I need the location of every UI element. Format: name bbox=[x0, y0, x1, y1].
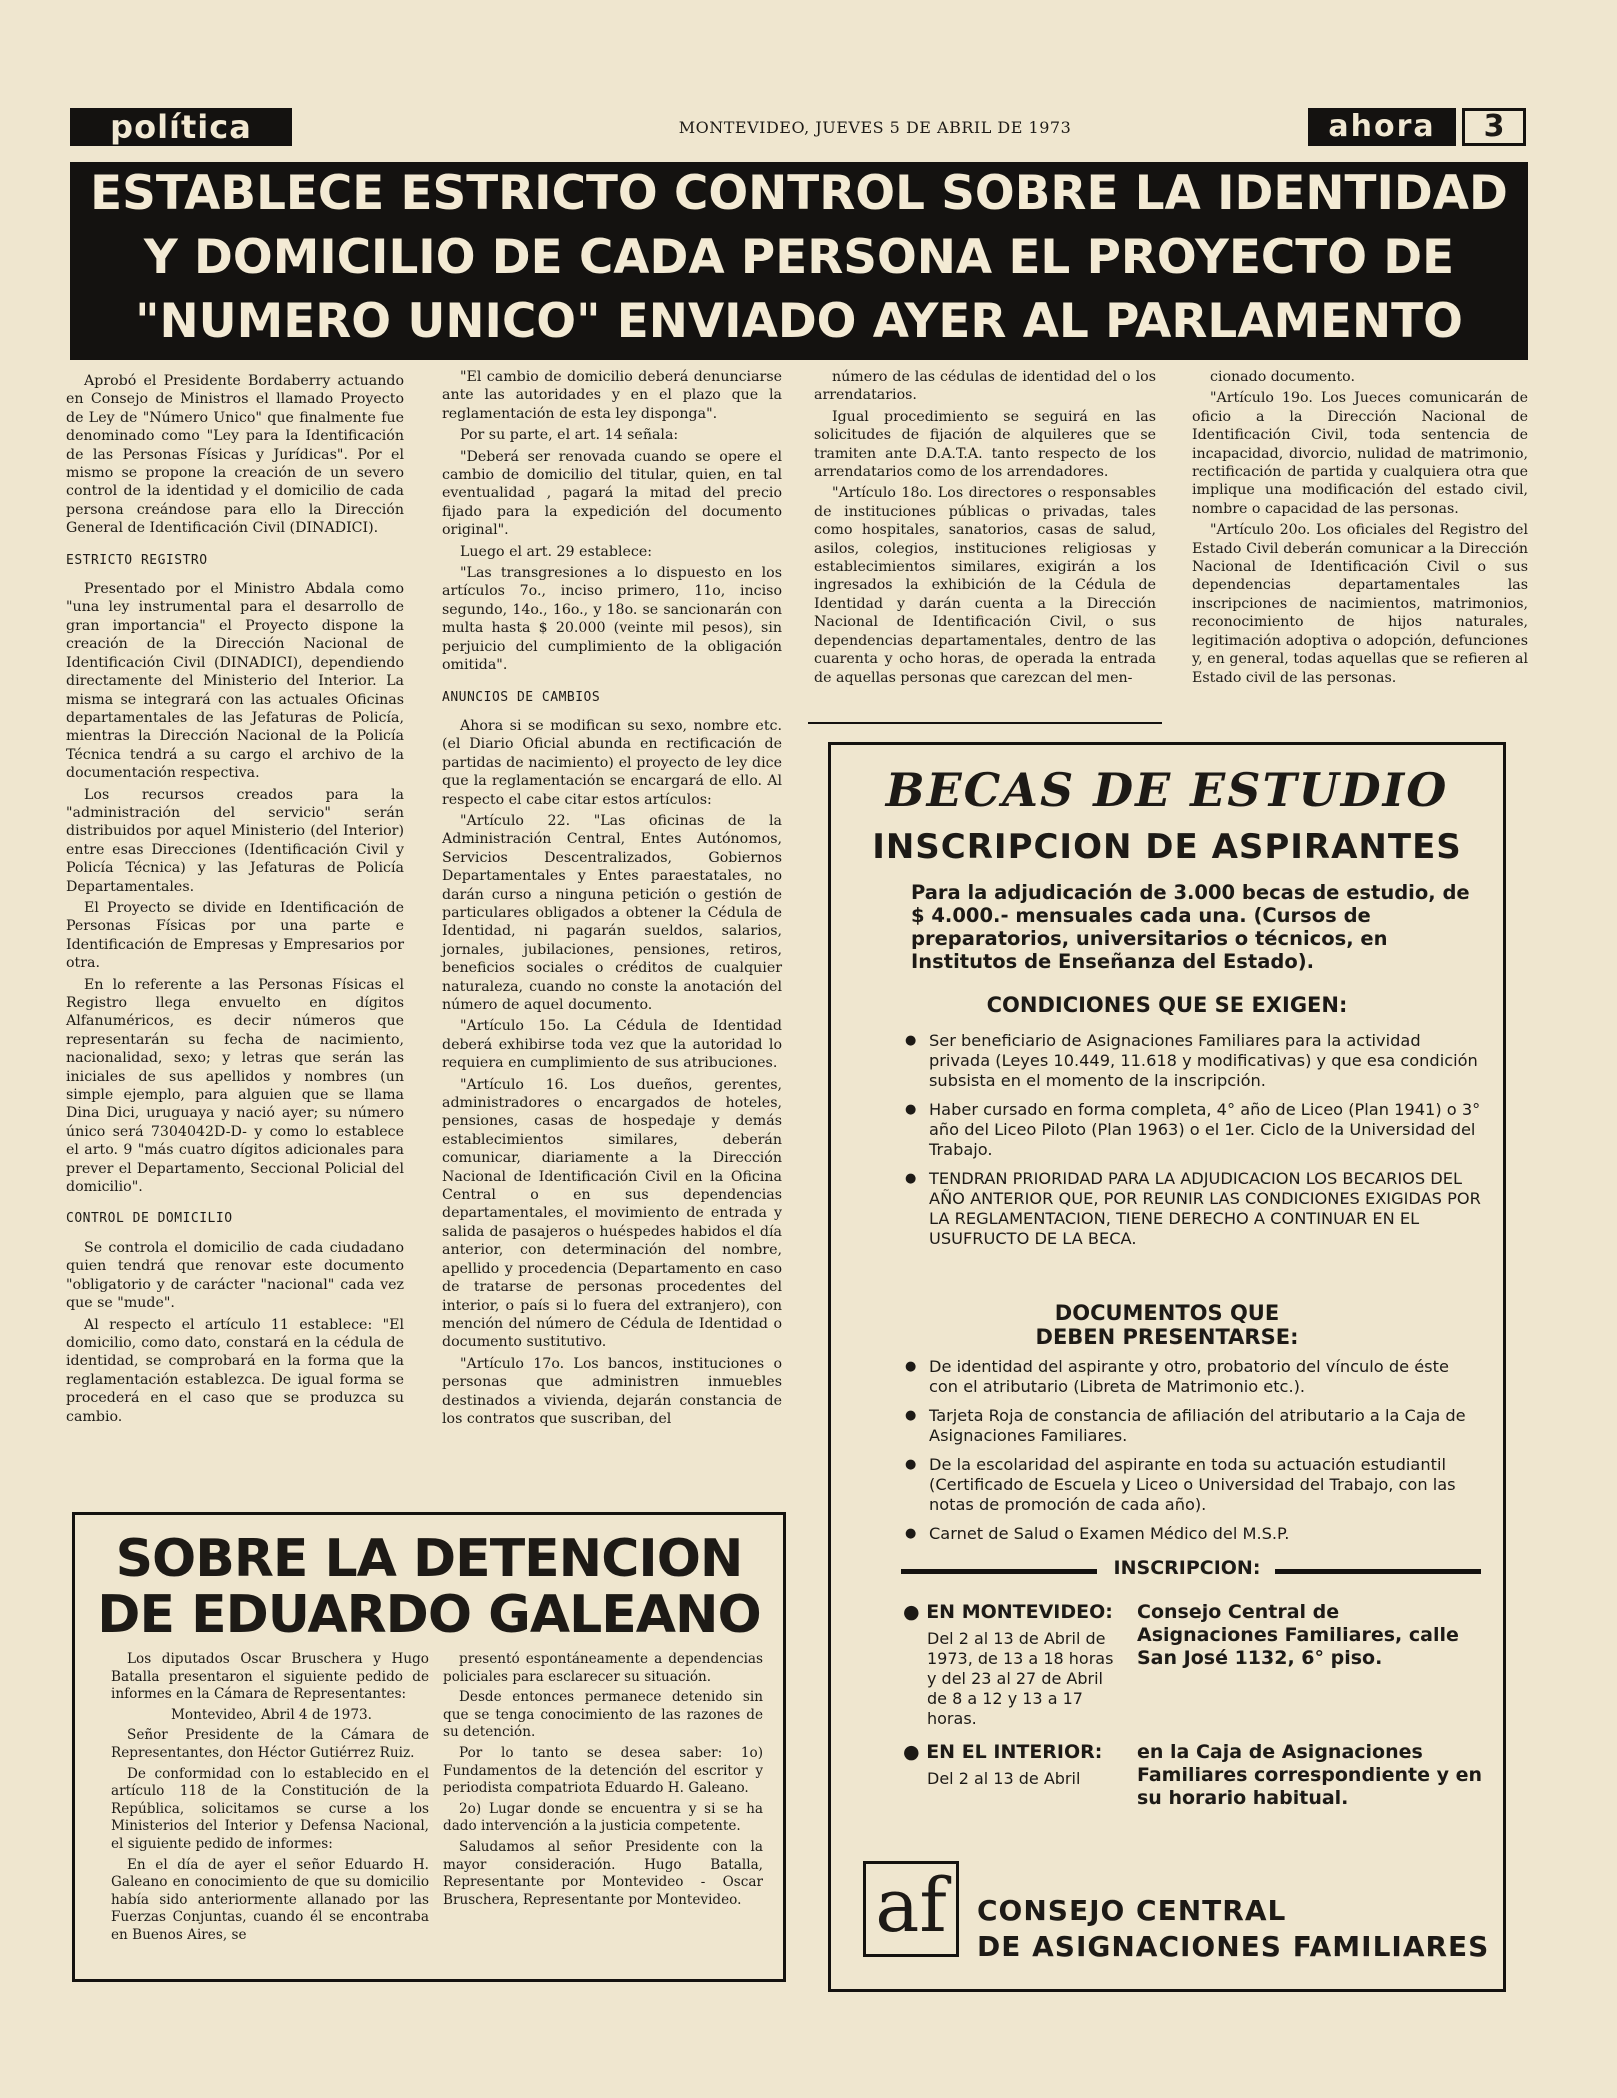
paragraph: Luego el art. 29 establece: bbox=[460, 543, 653, 560]
newspaper-logo: ahora bbox=[1308, 108, 1456, 146]
dateline: MONTEVIDEO, JUEVES 5 DE ABRIL DE 1973 bbox=[678, 118, 1072, 137]
list-item: ● De la escolaridad del aspirante en toda su actuación estudiantil (Certificado de Escuela y Liceo o Universidad del Trabajo, con las notas de promoción de cada año). bbox=[903, 1455, 1483, 1515]
organization-line-2: DE ASIGNACIONES FAMILIARES bbox=[977, 1930, 1490, 1963]
paragraph: Los recursos creados para la "administración del servicio" serán distribuidos por aquel Ministerio (del Interior) entre esas Direcciones (Identificación Civil y Policía Técnica) y las Jefaturas de Policía Departamentales. bbox=[66, 786, 404, 895]
paragraph: Aprobó el Presidente Bordaberry actuando en Consejo de Ministros el llamado Proyecto de Ley de "Número Unico" que finalmente fue denominado como "Ley para la Identificación de las Personas Físicas y Jurídicas". Por el mismo se propone la creación de un severo control de la identidad y el domicilio de cada persona creándose para ello la Dirección General de Identificación Civil (DINADICI). bbox=[66, 373, 404, 537]
paragraph: "El cambio de domicilio deberá denunciarse ante las autoridades y en el plazo que la reglamentación de esta ley disponga". bbox=[442, 369, 782, 422]
headline-line-3: "NUMERO UNICO" ENVIADO AYER AL PARLAMENTO bbox=[135, 295, 1463, 349]
interior-dates: Del 2 al 13 de Abril bbox=[927, 1769, 1081, 1788]
column-rule bbox=[808, 722, 1162, 724]
list-item: ● Ser beneficiario de Asignaciones Familiares para la actividad privada (Leyes 10.449, 11.618 y modificativas) y que esa condición subsista en el momento de la inscripción. bbox=[903, 1031, 1483, 1091]
list-item: ● TENDRAN PRIORIDAD PARA LA ADJUDICACION LOS BECARIOS DEL AÑO ANTERIOR QUE, POR REUNIR LAS CONDICIONES EXIGIDAS POR LA REGLAMENTACION, TIENE DERECHO A CONTINUAR EN EL USUFRUCTO DE LA BECA. bbox=[903, 1169, 1483, 1249]
interior-label: ● EN EL INTERIOR: bbox=[903, 1741, 1103, 1763]
paragraph: Los diputados Oscar Bruschera y Hugo Batalla presentaron el siguiente pedido de informes en la Cámara de Representantes: bbox=[111, 1651, 429, 1703]
montevideo-label: ● EN MONTEVIDEO: bbox=[903, 1601, 1113, 1623]
paragraph: Montevideo, Abril 4 de 1973. bbox=[171, 1706, 372, 1723]
paragraph: Por lo tanto se desea saber: 1o) Fundamentos de la detención del escritor y periodista compatriota Eduardo H. Galeano. bbox=[443, 1744, 763, 1797]
galeano-box bbox=[72, 1512, 786, 1982]
galeano-title-line-2: DE EDUARDO GALEANO bbox=[97, 1585, 761, 1645]
paragraph: presentó espontáneamente a dependencias policiales para esclarecer su situación. bbox=[443, 1651, 763, 1685]
article-column-4 bbox=[1192, 368, 1528, 690]
paragraph: número de las cédulas de identidad del o los arrendatarios. bbox=[814, 369, 1156, 404]
section-label: política bbox=[70, 108, 292, 146]
subheading: ANUNCIOS DE CAMBIOS bbox=[442, 689, 601, 705]
documents-list bbox=[903, 1357, 1483, 1553]
page-number: 3 bbox=[1462, 108, 1526, 146]
af-logo: af bbox=[863, 1861, 959, 1957]
montevideo-dates: Del 2 al 13 de Abril de 1973, de 13 a 18 horas y del 23 al 27 de Abril de 8 a 12 y 13 a 17 horas. bbox=[927, 1629, 1114, 1728]
paragraph: Por su parte, el art. 14 señala: bbox=[460, 427, 679, 444]
paragraph: "Artículo 22. "Las oficinas de la Administración Central, Entes Autónomos, Servicios Descentralizados, Gobiernos Departamentales y Entes paraestatales, no darán curso a ninguna petición o gestión de particulares obligados a obtener la Cédula de Identidad, ni pagarán sueldos, salarios, jornales, jubilaciones, pensiones, retiros, beneficios sociales o créditos de cualquier naturaleza, cuando no conste la anotación del número de aquel documento. bbox=[442, 812, 782, 1013]
paragraph: De conformidad con lo establecido en el artículo 118 de la Constitución de la República, solicitamos se curse a los Ministerios del Interior y Defensa Nacional, el siguiente pedido de informes: bbox=[111, 1765, 429, 1852]
paragraph: En el día de ayer el señor Eduardo H. Galeano en conocimiento de que su domicilio había sido anteriormente allanado por las Fuerzas Conjuntas, cuando él se encontraba en Buenos Aires, se bbox=[111, 1856, 429, 1943]
list-item: ● Carnet de Salud o Examen Médico del M.S.P. bbox=[903, 1524, 1483, 1544]
subheading: ESTRICTO REGISTRO bbox=[66, 552, 208, 568]
becas-subtitle: INSCRIPCION DE ASPIRANTES bbox=[872, 827, 1462, 867]
paragraph: Desde entonces permanece detenido sin que se tenga conocimiento de las razones de su detención. bbox=[443, 1689, 763, 1741]
paragraph: "Artículo 17o. Los bancos, instituciones o personas que administren inmuebles destinados a vivienda, dejarán constancia de los contratos que suscriban, del bbox=[442, 1355, 782, 1427]
documents-heading bbox=[841, 1301, 1493, 1349]
article-column-1 bbox=[66, 372, 404, 1429]
becas-intro: Para la adjudicación de 3.000 becas de estudio, de $ 4.000.- mensuales cada una. (Cursos de preparatorios, universitarios o técnicos, en Institutos de Enseñanza del Estado). bbox=[911, 881, 1470, 973]
galeano-column-right bbox=[443, 1651, 763, 1912]
galeano-title bbox=[85, 1531, 773, 1643]
list-item: ● De identidad del aspirante y otro, probatorio del vínculo de éste con el atributario (Libreta de Matrimonio etc.). bbox=[903, 1357, 1483, 1397]
paragraph: "Las transgresiones a lo dispuesto en los artículos 7o., inciso primero, 11o, inciso segundo, 14o., 16o., y 18o. se sancionarán con multa hasta $ 20.000 (veinte mil pesos), sin perjuicio del cumplimiento de la obligación omitida". bbox=[442, 565, 782, 674]
paragraph: "Artículo 15o. La Cédula de Identidad deberá exhibirse toda vez que la autoridad lo requiera en cumplimiento de sus atribuciones. bbox=[442, 1018, 782, 1072]
documents-heading-line-2: DEBEN PRESENTARSE: bbox=[1035, 1325, 1299, 1349]
paragraph: "Artículo 20o. Los oficiales del Registro del Estado Civil deberán comunicar a la Dirección Nacional de Identificación Civil o sus dependencias departamentales las inscripciones de nacimientos, matrimonios, reconocimiento de hijos naturales, legitimación adoptiva o adopción, defunciones y, en general, todas aquellas que se refieren al Estado civil de las personas. bbox=[1192, 522, 1528, 686]
subheading: CONTROL DE DOMICILIO bbox=[66, 1211, 233, 1227]
paragraph: Presentado por el Ministro Abdala como "una ley instrumental para el desarrollo de gran importancia" el Proyecto dispone la creación de la Dirección Nacional de Identificación Civil (DINADICI), dependiendo directamente del Ministerio del Interior. La misma se integrará con las actuales Oficinas departamentales de las Jefaturas de Policía, mientras la Dirección Nacional de la Policía Técnica tendrá a su cargo el archivo de la documentación respectiva. bbox=[66, 581, 404, 782]
galeano-title-line-1: SOBRE LA DETENCION bbox=[115, 1529, 743, 1589]
headline-line-2: Y DOMICILIO DE CADA PERSONA EL PROYECTO DE bbox=[143, 231, 1455, 285]
inscripcion-label: INSCRIPCION: bbox=[1113, 1557, 1261, 1579]
paragraph: Al respecto el artículo 11 establece: "El domicilio, como dato, constará en la cédula de identidad, se comprobará en la forma que la reglamentación establezca. De igual forma se procederá en el caso que se produzca su cambio. bbox=[66, 1316, 404, 1425]
conditions-heading: CONDICIONES QUE SE EXIGEN: bbox=[986, 993, 1348, 1017]
paragraph: Igual procedimiento se seguirá en las solicitudes de fijación de alquileres que se tramiten ante D.A.T.A. tanto respecto de los arrendatarios como de los arrendadores. bbox=[814, 408, 1156, 481]
list-item: ● Haber cursado en forma completa, 4° año de Liceo (Plan 1941) o 3° año del Liceo Piloto (Plan 1963) o el 1er. Ciclo de la Universidad del Trabajo. bbox=[903, 1100, 1483, 1160]
paragraph: cionado documento. bbox=[1210, 369, 1355, 385]
paragraph: 2o) Lugar donde se encuentra y si se ha dado intervención a la justicia competente. bbox=[443, 1800, 763, 1835]
galeano-column-left bbox=[111, 1651, 429, 1948]
paragraph: Ahora si se modifican su sexo, nombre etc. (el Diario Oficial abunda en rectificación de partidas de nacimiento) el proyecto de ley dice que la reglamentación se encargará de ello. Al respecto el cabe citar estos artículos: bbox=[442, 717, 782, 808]
paragraph: "Artículo 19o. Los Jueces comunicarán de oficio a la Dirección Nacional de Identificación Civil, toda sentencia de incapacidad, divorcio, nulidad de matrimonio, rectificación de partida y cualquiera otra que implique una modificación del estado civil, nombre o capacidad de las personas. bbox=[1192, 390, 1528, 517]
inscripcion-bar bbox=[901, 1557, 1481, 1587]
paragraph: El Proyecto se divide en Identificación de Personas Físicas por una parte e Identificación de Empresas y Empresarios por otra. bbox=[66, 899, 404, 972]
becas-advertisement bbox=[828, 742, 1506, 1992]
article-column-2 bbox=[442, 368, 782, 1431]
paragraph: "Artículo 16. Los dueños, gerentes, administradores o encargados de hoteles, pensiones, casas de hospedaje y demás establecimientos similares, deberán comunicar, diariamente a la Dirección Nacional de Identificación Civil en la Oficina Central o en sus dependencias departamentales, el movimiento de entrada y salida de pasajeros o huéspedes habidos el día anterior, con determinación del nombre, apellido y procedencia (Departamento en caso de tratarse de personas procedentes del interior, o país si lo fuera del extranjero), con mención del número de Cédula de Identidad o documento sustitutivo. bbox=[442, 1076, 782, 1351]
article-column-3 bbox=[814, 368, 1156, 690]
paragraph: Se controla el domicilio de cada ciudadano quien tendrá que renovar este documento "obligatorio y de carácter "nacional" cada vez que se "mude". bbox=[66, 1239, 404, 1312]
paragraph: Saludamos al señor Presidente con la mayor consideración. Hugo Batalla, Representante por Montevideo - Oscar Bruschera, Representante por Montevideo. bbox=[443, 1838, 763, 1908]
documents-heading-line-1: DOCUMENTOS QUE bbox=[1054, 1301, 1280, 1325]
organization-name bbox=[977, 1893, 1497, 1965]
list-item: ● Tarjeta Roja de constancia de afiliación del atributario a la Caja de Asignaciones Familiares. bbox=[903, 1406, 1483, 1446]
rule-right bbox=[1275, 1569, 1481, 1574]
paragraph: "Deberá ser renovada cuando se opere el cambio de domicilio del titular, quien, en tal eventualidad , pagará la mitad del precio fijado para la expedición del documento original". bbox=[442, 448, 782, 539]
interior-place: en la Caja de Asignaciones Familiares correspondiente y en su horario habitual. bbox=[1137, 1741, 1482, 1809]
organization-line-1: CONSEJO CENTRAL bbox=[977, 1894, 1287, 1927]
paragraph: "Artículo 18o. Los directores o responsables de instituciones públicas o privadas, tales como hospitales, sanatorios, casas de salud, asilos, colegios, instituciones religiosas y establecimientos similares, exigirán a los ingresados la exhibición de la Cédula de Identidad y darán cuenta a la Dirección Nacional de Identificación Civil, o sus dependencias departamentales, dentro de las cuarenta y ocho horas, de operada la entrada de aquellas personas que carezcan del men- bbox=[814, 485, 1156, 686]
paragraph: En lo referente a las Personas Físicas el Registro llega envuelto en dígitos Alfanuméricos, es decir números que representarán su fecha de nacimiento, nacionalidad, sexo; y letras que serán las iniciales de sus apellidos y nombres (un simple ejemplo, para alguien que se llama Dina Dici, uruguaya y nació ayer; su número único será 7304042D-D- y como lo establece el arto. 9 "más cuatro dígitos adicionales para prever el Departamento, Seccional Policial del domicilio". bbox=[66, 976, 404, 1196]
rule-left bbox=[901, 1569, 1097, 1574]
paragraph: Señor Presidente de la Cámara de Representantes, don Héctor Gutiérrez Ruiz. bbox=[111, 1727, 429, 1761]
conditions-list bbox=[903, 1031, 1483, 1258]
becas-title: BECAS DE ESTUDIO bbox=[885, 763, 1449, 817]
montevideo-place: Consejo Central de Asignaciones Familiares, calle San José 1132, 6° piso. bbox=[1137, 1601, 1459, 1669]
headline-line-1: ESTABLECE ESTRICTO CONTROL SOBRE LA IDENTIDAD bbox=[90, 167, 1508, 221]
main-headline bbox=[70, 162, 1528, 360]
